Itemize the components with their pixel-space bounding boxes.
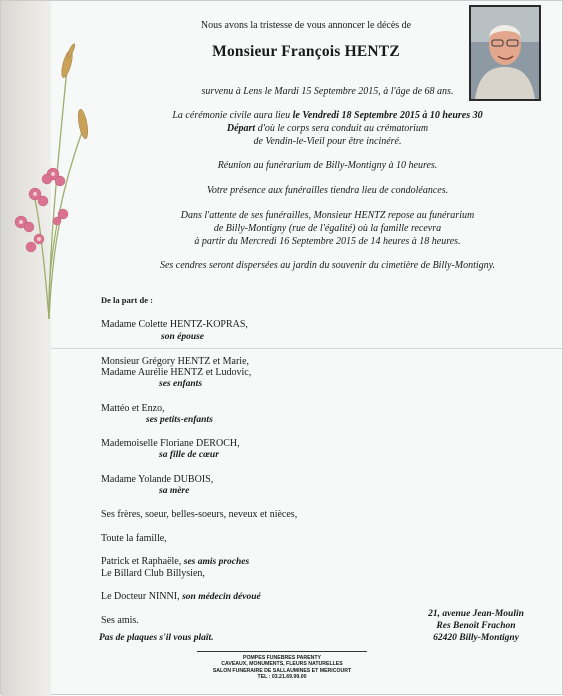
- children-role: ses enfants: [159, 379, 203, 389]
- condolences-text: Votre présence aux funérailles tiendra lieu de condoléances.: [206, 185, 449, 196]
- waiting-line-3: à partir du Mercredi 16 Septembre 2015 de 14 heures à 18 heures.: [194, 236, 461, 247]
- floriane-role: sa fille de cœur: [159, 450, 219, 460]
- footer-line-1: POMPES FUNEBRES PARENTY: [242, 655, 321, 661]
- flowers-illustration: [5, 29, 95, 329]
- ceremony-date: le Vendredi 18 Septembre 2015 à 10 heures 30: [292, 110, 483, 121]
- ceremony-prefix: La cérémonie civile aura lieu: [172, 110, 291, 121]
- spouse-name: Madame Colette HENTZ-KOPRAS,: [101, 319, 248, 330]
- child-gregory: Monsieur Grégory HENTZ et Marie,: [101, 356, 250, 367]
- footer-rule: [197, 651, 367, 652]
- floriane-name: Mademoiselle Floriane DEROCH,: [101, 438, 240, 449]
- departure-text: d'où le corps sera conduit au crématorium: [257, 123, 429, 134]
- family-heading: De la part de :: [101, 295, 153, 305]
- friends-line: [101, 556, 249, 567]
- footer-line-2: CAVEAUX, MONUMENTS, FLEURS NATURELLES: [221, 661, 343, 668]
- child-aurelie: Madame Aurélie HENTZ et Ludovic,: [101, 367, 252, 378]
- address-line-2: Res Benoît Frachon: [436, 621, 516, 631]
- address-line-1: 21, avenue Jean-Moulin: [428, 609, 524, 619]
- club-text: Le Billard Club Billysien,: [101, 568, 205, 579]
- footer-line-3: SALON FUNERAIRE DE SALLAUMINES ET MERICOURT: [212, 667, 352, 674]
- meeting-text: Réunion au funérarium de Billy-Montigny à 10 heures.: [217, 160, 438, 171]
- ceremony-line: [101, 110, 554, 121]
- footer-line-4: TEL : 03.21.69.99.00: [257, 674, 307, 681]
- funeral-home-footer: [197, 655, 367, 681]
- friends-names: Patrick et Raphaële,: [101, 556, 182, 567]
- waiting-line-1: Dans l'attente de ses funérailles, Monsieur HENTZ repose au funérarium: [180, 210, 475, 221]
- doctor-line: [101, 591, 261, 602]
- no-plaques-note: Pas de plaques s'il vous plaît.: [99, 633, 214, 643]
- departure-place: de Vendin-le-Vieil pour être incinéré.: [253, 136, 402, 147]
- yolande-name: Madame Yolande DUBOIS,: [101, 474, 214, 485]
- ashes-text: Ses cendres seront dispersées au jardin du souvenir du cimetière de Billy-Montigny.: [159, 260, 496, 271]
- grandchildren-role: ses petits-enfants: [146, 415, 213, 425]
- intro-text: Nous avons la tristesse de vous annoncer le décès de: [200, 20, 412, 31]
- all-family-text: Toute la famille,: [101, 533, 167, 544]
- friends-role: ses amis proches: [183, 557, 250, 567]
- departure-label: Départ: [226, 123, 256, 134]
- address-line-3: 62420 Billy-Montigny: [433, 633, 519, 643]
- grandchildren-names: Mattéo et Enzo,: [101, 403, 165, 414]
- friends-closing: Ses amis.: [101, 615, 139, 626]
- deceased-name: Monsieur François HENTZ: [212, 43, 400, 60]
- doctor-role: son médecin dévoué: [182, 592, 261, 602]
- departure-line: [101, 123, 554, 134]
- waiting-line-2: de Billy-Montigny (rue de l'égalité) où la famille recevra: [213, 223, 442, 234]
- yolande-role: sa mère: [159, 486, 190, 496]
- fold-line: [51, 348, 563, 349]
- doctor-name: Le Docteur NINNI,: [101, 591, 180, 602]
- spouse-role: son épouse: [161, 332, 205, 342]
- siblings-text: Ses frères, soeur, belles-soeurs, neveux et nièces,: [101, 509, 298, 520]
- death-notice: survenu à Lens le Mardi 15 Septembre 2015, à l'âge de 68 ans.: [201, 86, 454, 97]
